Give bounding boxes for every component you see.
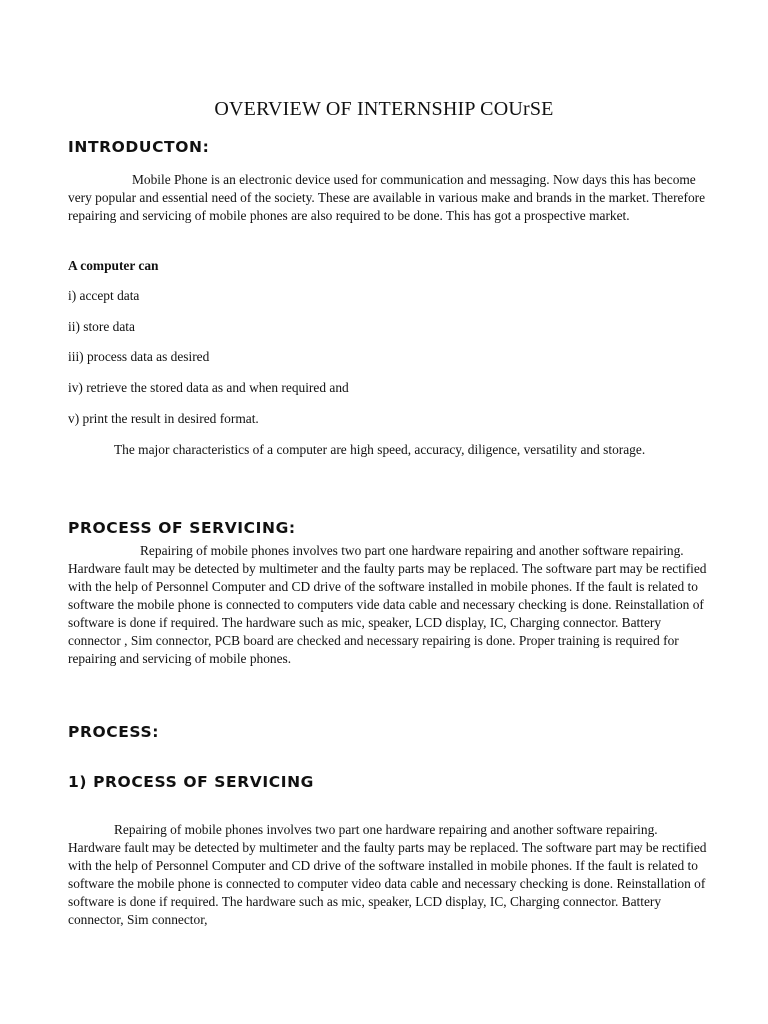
process-heading: PROCESS: [68,723,160,741]
computer-can-subheading: A computer can [68,258,159,273]
introduction-paragraph: Mobile Phone is an electronic device used for communication and messaging. Now days this has become very popular and essential need of the society. These are available in various make and brands in the market. Therefore repairing and servicing of mobile phones are also required to be done. This has got a prospective market. [68,172,706,223]
servicing-paragraph: Repairing of mobile phones involves two part one hardware repairing and another software repairing. Hardware fault may be detected by multimeter and the faulty parts may be replaced. The software part may be rectified with the help of Personnel Computer and CD drive of the software installed in mobile phones. If the fault is related to software the mobile phone is connected to computers vide data cable and necessary checking is done. Reinstallation of software is done if required. The hardware such as mic, speaker, LCD display, IC, Charging connector. Battery connector , Sim connector, PCB board are checked and necessary repairing is done. Proper training is required for repairing and servicing of mobile phones. [68,543,707,666]
computer-list-item-process: iii) process data as desired [68,349,210,364]
computer-list-item-store: ii) store data [68,319,135,334]
document-title: OVERVIEW OF INTERNSHIP COUrSE [214,98,554,120]
computer-list-item-accept: i) accept data [68,288,140,303]
process-servicing-paragraph: Repairing of mobile phones involves two part one hardware repairing and another software repairing. Hardware fault may be detected by multimeter and the faulty parts may be replaced. The software part may be rectified with the help of Personnel Computer and CD drive of the software installed in mobile phones. If the fault is related to software the mobile phone is connected to computer video data cable and necessary checking is done. Reinstallation of software is done if required. The hardware such as mic, speaker, LCD display, IC, Charging connector. Battery connector, Sim connector, [68,822,707,927]
process-of-servicing-subheading: 1) PROCESS OF SERVICING [68,773,314,791]
computer-list-item-retrieve: iv) retrieve the stored data as and when required and [68,380,349,395]
computer-characteristics-paragraph: The major characteristics of a computer are high speed, accuracy, diligence, versatility and storage. [114,442,646,457]
computer-list-item-print: v) print the result in desired format. [68,411,259,426]
introduction-heading: INTRODUCTON: [68,138,210,156]
process-of-servicing-heading: PROCESS OF SERVICING: [68,519,296,537]
